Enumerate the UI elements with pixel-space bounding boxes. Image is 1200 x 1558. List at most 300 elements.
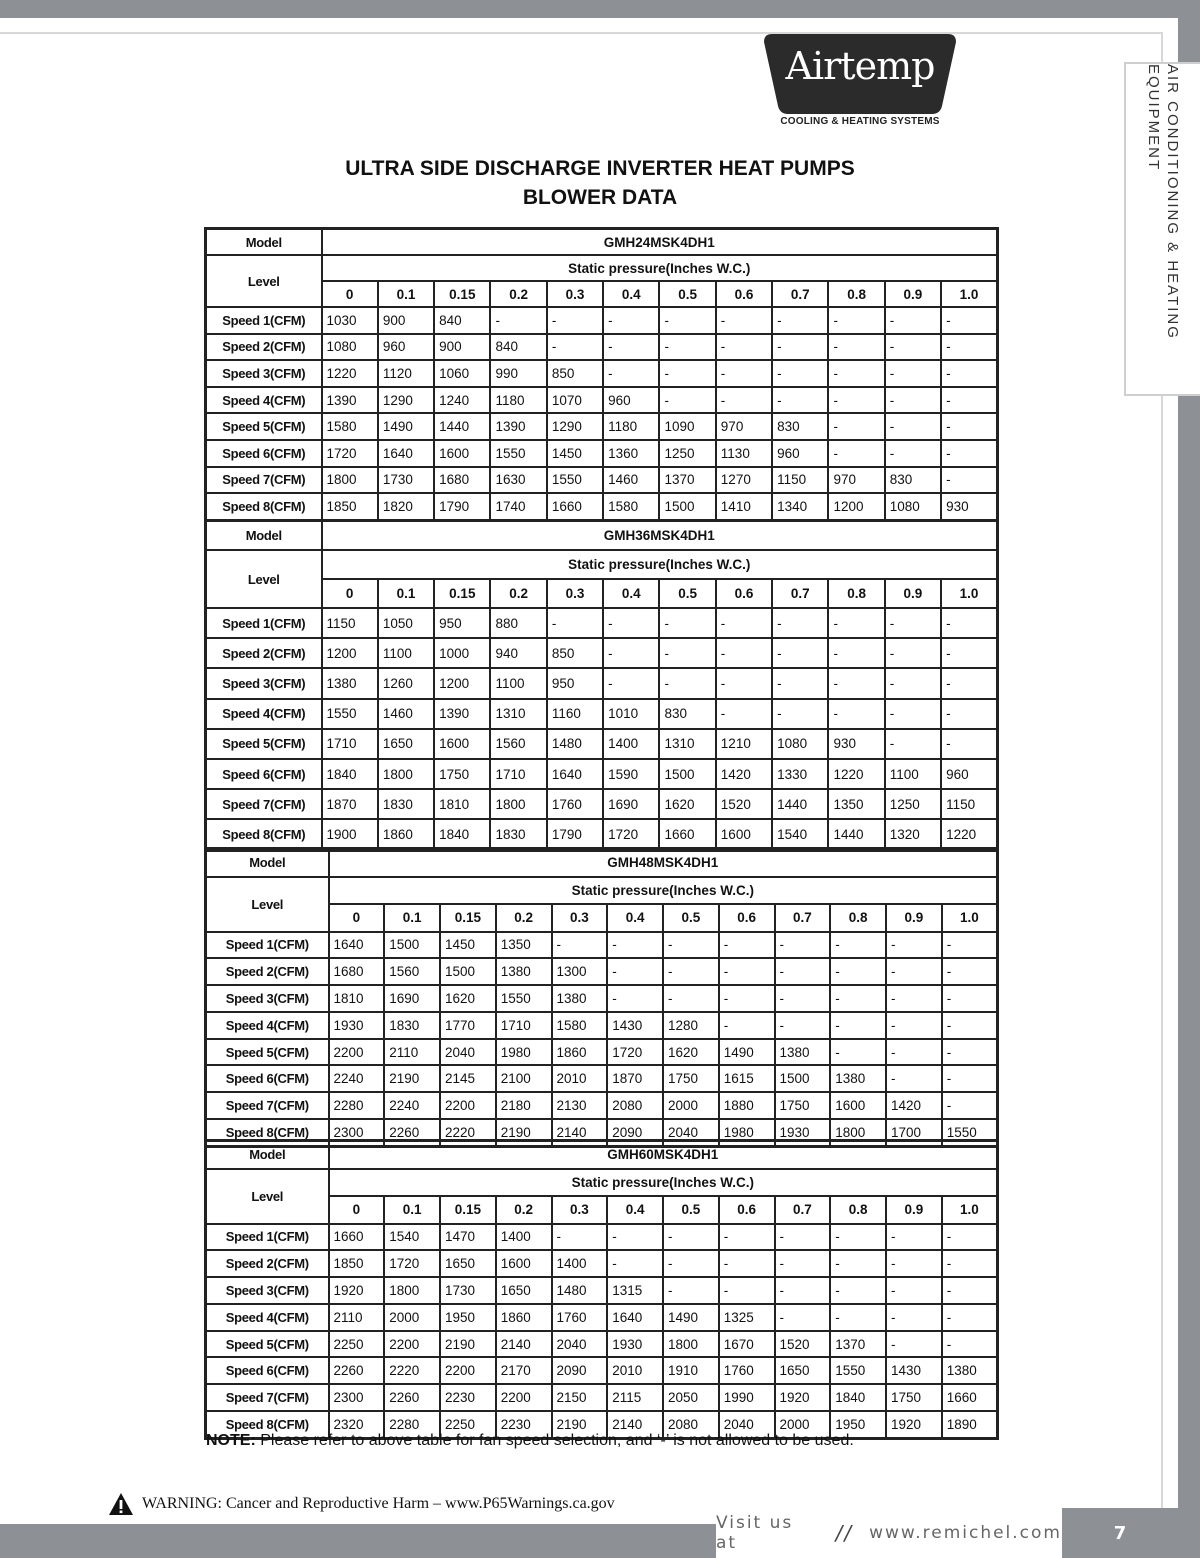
speed-label: Speed 8(CFM) xyxy=(206,1411,329,1438)
cfm-cell: 1240 xyxy=(434,387,490,414)
cfm-cell: 2240 xyxy=(384,1092,440,1119)
cfm-cell: 1100 xyxy=(378,638,434,668)
cfm-cell: 2100 xyxy=(496,1065,552,1092)
cfm-cell: 2110 xyxy=(329,1304,385,1331)
model-name: GMH36MSK4DH1 xyxy=(322,521,998,551)
pressure-column-header: 0 xyxy=(329,1196,385,1224)
cfm-cell: 1810 xyxy=(434,789,490,819)
cfm-cell: 1860 xyxy=(496,1304,552,1331)
blower-table xyxy=(204,847,999,1148)
speed-label: Speed 2(CFM) xyxy=(206,638,322,668)
cfm-cell: 970 xyxy=(828,467,884,494)
cfm-cell: - xyxy=(603,668,659,698)
speed-label: Speed 3(CFM) xyxy=(206,1277,329,1304)
cfm-cell: 1580 xyxy=(552,1012,608,1039)
cfm-cell: - xyxy=(828,387,884,414)
cfm-cell: 830 xyxy=(772,413,828,440)
table-pressure-row xyxy=(206,550,998,579)
cfm-cell: - xyxy=(603,638,659,668)
table-row xyxy=(206,413,998,440)
cfm-cell: 2250 xyxy=(329,1331,385,1358)
table-row xyxy=(206,1039,998,1066)
cfm-cell: - xyxy=(603,608,659,638)
cfm-cell: 1690 xyxy=(384,985,440,1012)
table-row xyxy=(206,729,998,759)
cfm-cell: 1720 xyxy=(384,1250,440,1277)
cfm-cell: 1750 xyxy=(775,1092,831,1119)
cfm-cell: 1490 xyxy=(378,413,434,440)
table-pressure-row xyxy=(206,877,998,905)
level-label: Level xyxy=(206,550,322,608)
pressure-column-header: 0.8 xyxy=(828,579,884,608)
cfm-cell: 2250 xyxy=(440,1411,496,1438)
cfm-cell: 1290 xyxy=(378,387,434,414)
cfm-cell: 1950 xyxy=(830,1411,886,1438)
cfm-cell: 1790 xyxy=(434,493,490,520)
speed-label: Speed 7(CFM) xyxy=(206,789,322,819)
cfm-cell: 940 xyxy=(490,638,546,668)
cfm-cell: 2240 xyxy=(329,1065,385,1092)
cfm-cell: 1260 xyxy=(378,668,434,698)
cfm-cell: 1930 xyxy=(329,1012,385,1039)
model-label: Model xyxy=(206,1141,329,1169)
cfm-cell: 1580 xyxy=(322,413,378,440)
table-pressure-row xyxy=(206,1169,998,1197)
page-title-line2: BLOWER DATA xyxy=(522,186,678,209)
pressure-column-header: 0 xyxy=(329,904,385,932)
pressure-column-header: 1.0 xyxy=(941,281,997,307)
cfm-cell: 1640 xyxy=(378,440,434,467)
cfm-cell: - xyxy=(941,668,997,698)
cfm-cell: - xyxy=(552,1224,608,1251)
cfm-cell: 1500 xyxy=(440,958,496,985)
cfm-cell: 1380 xyxy=(496,958,552,985)
cfm-cell: 1180 xyxy=(490,387,546,414)
table-column-header-row xyxy=(206,281,998,307)
cfm-cell: 2260 xyxy=(329,1357,385,1384)
speed-label: Speed 2(CFM) xyxy=(206,958,329,985)
cfm-cell: - xyxy=(885,334,941,361)
cfm-cell: 1410 xyxy=(716,493,772,520)
cfm-cell: 1980 xyxy=(719,1119,775,1146)
cfm-cell: - xyxy=(547,608,603,638)
cfm-cell: - xyxy=(716,608,772,638)
cfm-cell: - xyxy=(886,1065,942,1092)
cfm-cell: 2180 xyxy=(496,1092,552,1119)
cfm-cell: 1830 xyxy=(490,819,546,850)
cfm-cell: 1360 xyxy=(603,440,659,467)
cfm-cell: - xyxy=(830,958,886,985)
cfm-cell: 1750 xyxy=(886,1384,942,1411)
cfm-cell: - xyxy=(828,608,884,638)
note-text: Please refer to above table for fan speed selection, and ‘-’ is not allowed to be used. xyxy=(255,1432,854,1449)
table-row xyxy=(206,789,998,819)
cfm-cell: - xyxy=(490,307,546,334)
cfm-cell: - xyxy=(775,932,831,959)
cfm-cell: 1760 xyxy=(552,1304,608,1331)
cfm-cell: 2230 xyxy=(496,1411,552,1438)
pressure-column-header: 0.2 xyxy=(496,904,552,932)
table-pressure-row xyxy=(206,255,998,281)
cfm-cell: 2040 xyxy=(440,1039,496,1066)
cfm-cell: - xyxy=(775,1250,831,1277)
cfm-cell: 1600 xyxy=(716,819,772,850)
cfm-cell: 2200 xyxy=(496,1384,552,1411)
page-title xyxy=(200,154,1000,212)
table-row xyxy=(206,1331,998,1358)
cfm-cell: 1630 xyxy=(490,467,546,494)
cfm-cell: 990 xyxy=(490,360,546,387)
cfm-cell: - xyxy=(828,307,884,334)
cfm-cell: 1640 xyxy=(329,932,385,959)
cfm-cell: 1520 xyxy=(775,1331,831,1358)
pressure-column-header: 0.8 xyxy=(830,1196,886,1224)
cfm-cell: 1400 xyxy=(552,1250,608,1277)
table-model-row xyxy=(206,521,998,551)
table-row xyxy=(206,493,998,520)
cfm-cell: - xyxy=(941,729,997,759)
cfm-cell: 880 xyxy=(490,608,546,638)
cfm-cell: 1710 xyxy=(490,759,546,789)
cfm-cell: 2050 xyxy=(663,1384,719,1411)
table-row xyxy=(206,985,998,1012)
cfm-cell: 1760 xyxy=(719,1357,775,1384)
cfm-cell: 1130 xyxy=(716,440,772,467)
speed-label: Speed 4(CFM) xyxy=(206,1012,329,1039)
cfm-cell: 2000 xyxy=(775,1411,831,1438)
cfm-cell: 2220 xyxy=(384,1357,440,1384)
cfm-cell: - xyxy=(552,932,608,959)
cfm-cell: 1350 xyxy=(828,789,884,819)
cfm-cell: 2200 xyxy=(440,1357,496,1384)
cfm-cell: 1220 xyxy=(322,360,378,387)
cfm-cell: 1900 xyxy=(322,819,378,850)
cfm-cell: - xyxy=(942,932,998,959)
pressure-column-header: 0.3 xyxy=(552,1196,608,1224)
table-row xyxy=(206,638,998,668)
cfm-cell: 970 xyxy=(716,413,772,440)
cfm-cell: 1890 xyxy=(942,1411,998,1438)
note-label: NOTE: xyxy=(206,1432,256,1449)
cfm-cell: 2080 xyxy=(607,1092,663,1119)
cfm-cell: - xyxy=(828,413,884,440)
cfm-cell: 1870 xyxy=(607,1065,663,1092)
cfm-cell: 1790 xyxy=(547,819,603,850)
cfm-cell: 1820 xyxy=(378,493,434,520)
cfm-cell: 1850 xyxy=(329,1250,385,1277)
page-title-line1: ULTRA SIDE DISCHARGE INVERTER HEAT PUMPS xyxy=(345,157,855,180)
cfm-cell: - xyxy=(607,1250,663,1277)
cfm-cell: - xyxy=(885,729,941,759)
cfm-cell: 1800 xyxy=(378,759,434,789)
pressure-column-header: 0.5 xyxy=(659,281,715,307)
cfm-cell: 1520 xyxy=(716,789,772,819)
table-row xyxy=(206,307,998,334)
cfm-cell: 1480 xyxy=(547,729,603,759)
speed-label: Speed 4(CFM) xyxy=(206,1304,329,1331)
cfm-cell: 1050 xyxy=(378,608,434,638)
cfm-cell: 1420 xyxy=(716,759,772,789)
cfm-cell: 1660 xyxy=(942,1384,998,1411)
speed-label: Speed 7(CFM) xyxy=(206,1384,329,1411)
table-row xyxy=(206,1092,998,1119)
cfm-cell: - xyxy=(885,668,941,698)
pressure-column-header: 0.3 xyxy=(547,579,603,608)
cfm-cell: - xyxy=(772,699,828,729)
cfm-cell: - xyxy=(942,1304,998,1331)
cfm-cell: 1720 xyxy=(607,1039,663,1066)
speed-label: Speed 3(CFM) xyxy=(206,668,322,698)
cfm-cell: 1330 xyxy=(772,759,828,789)
table-model-row xyxy=(206,1141,998,1169)
cfm-cell: 1420 xyxy=(886,1092,942,1119)
prop65-warning xyxy=(108,1490,708,1518)
cfm-cell: 1370 xyxy=(830,1331,886,1358)
cfm-cell: 1750 xyxy=(663,1065,719,1092)
cfm-cell: - xyxy=(942,1092,998,1119)
pressure-column-header: 0.9 xyxy=(885,281,941,307)
cfm-cell: 1100 xyxy=(490,668,546,698)
cfm-cell: 2010 xyxy=(607,1357,663,1384)
cfm-cell: 1640 xyxy=(547,759,603,789)
cfm-cell: - xyxy=(885,699,941,729)
cfm-cell: - xyxy=(772,307,828,334)
cfm-cell: 2280 xyxy=(329,1092,385,1119)
speed-label: Speed 8(CFM) xyxy=(206,819,322,850)
cfm-cell: 1600 xyxy=(434,729,490,759)
cfm-cell: - xyxy=(607,1224,663,1251)
cfm-cell: - xyxy=(659,307,715,334)
cfm-cell: 1730 xyxy=(440,1277,496,1304)
speed-label: Speed 2(CFM) xyxy=(206,1250,329,1277)
cfm-cell: 1250 xyxy=(659,440,715,467)
cfm-cell: 830 xyxy=(659,699,715,729)
model-name: GMH60MSK4DH1 xyxy=(329,1141,998,1169)
speed-label: Speed 3(CFM) xyxy=(206,360,322,387)
cfm-cell: 1560 xyxy=(384,958,440,985)
speed-label: Speed 7(CFM) xyxy=(206,467,322,494)
cfm-cell: - xyxy=(830,1039,886,1066)
cfm-cell: 1770 xyxy=(440,1012,496,1039)
static-pressure-label: Static pressure(Inches W.C.) xyxy=(329,1169,998,1197)
speed-label: Speed 4(CFM) xyxy=(206,387,322,414)
cfm-cell: - xyxy=(886,932,942,959)
cfm-cell: 1700 xyxy=(886,1119,942,1146)
cfm-cell: - xyxy=(942,1065,998,1092)
cfm-cell: - xyxy=(886,1012,942,1039)
pressure-column-header: 0.1 xyxy=(378,281,434,307)
cfm-cell: 1990 xyxy=(719,1384,775,1411)
model-label: Model xyxy=(206,849,329,877)
speed-label: Speed 2(CFM) xyxy=(206,334,322,361)
cfm-cell: 2115 xyxy=(607,1384,663,1411)
cfm-cell: - xyxy=(719,1277,775,1304)
cfm-cell: - xyxy=(719,1224,775,1251)
static-pressure-label: Static pressure(Inches W.C.) xyxy=(322,550,998,579)
cfm-cell: 840 xyxy=(434,307,490,334)
blower-table xyxy=(204,227,999,522)
cfm-cell: 1430 xyxy=(607,1012,663,1039)
table-row xyxy=(206,1357,998,1384)
side-tab-label: AIR CONDITIONING & HEATING EQUIPMENT xyxy=(1145,64,1181,340)
static-pressure-label: Static pressure(Inches W.C.) xyxy=(322,255,998,281)
speed-label: Speed 1(CFM) xyxy=(206,608,322,638)
logo-wordmark: Airtemp xyxy=(785,44,935,88)
cfm-cell: - xyxy=(772,334,828,361)
cfm-cell: 1760 xyxy=(547,789,603,819)
cfm-cell: 1000 xyxy=(434,638,490,668)
cfm-cell: - xyxy=(663,1224,719,1251)
cfm-cell: - xyxy=(716,699,772,729)
pressure-column-header: 1.0 xyxy=(942,1196,998,1224)
cfm-cell: 1620 xyxy=(659,789,715,819)
cfm-cell: 850 xyxy=(547,638,603,668)
cfm-cell: 1380 xyxy=(552,985,608,1012)
cfm-cell: 2190 xyxy=(384,1065,440,1092)
cfm-cell: - xyxy=(775,985,831,1012)
cfm-cell: 1740 xyxy=(490,493,546,520)
cfm-cell: 1250 xyxy=(885,789,941,819)
cfm-cell: 1800 xyxy=(830,1119,886,1146)
speed-label: Speed 5(CFM) xyxy=(206,1039,329,1066)
cfm-cell: 1470 xyxy=(440,1224,496,1251)
footer-url-link[interactable]: www.remichel.com xyxy=(869,1523,1062,1543)
cfm-cell: - xyxy=(942,1277,998,1304)
pressure-column-header: 0 xyxy=(322,281,378,307)
cfm-cell: - xyxy=(772,638,828,668)
cfm-cell: 2140 xyxy=(552,1119,608,1146)
cfm-cell: - xyxy=(716,668,772,698)
cfm-cell: 1930 xyxy=(775,1119,831,1146)
cfm-cell: 2010 xyxy=(552,1065,608,1092)
cfm-cell: 1280 xyxy=(663,1012,719,1039)
cfm-cell: 960 xyxy=(378,334,434,361)
cfm-cell: 1880 xyxy=(719,1092,775,1119)
pressure-column-header: 0.6 xyxy=(716,579,772,608)
cfm-cell: 1500 xyxy=(659,759,715,789)
speed-label: Speed 6(CFM) xyxy=(206,1065,329,1092)
cfm-cell: 1720 xyxy=(603,819,659,850)
cfm-cell: 1660 xyxy=(547,493,603,520)
cfm-cell: - xyxy=(828,360,884,387)
pressure-column-header: 0.8 xyxy=(828,281,884,307)
pressure-column-header: 0 xyxy=(322,579,378,608)
warning-icon xyxy=(108,1492,134,1516)
cfm-cell: 2000 xyxy=(663,1092,719,1119)
pressure-column-header: 0.15 xyxy=(440,904,496,932)
cfm-cell: - xyxy=(885,608,941,638)
cfm-cell: 2140 xyxy=(496,1331,552,1358)
speed-label: Speed 6(CFM) xyxy=(206,1357,329,1384)
cfm-cell: - xyxy=(663,932,719,959)
cfm-cell: - xyxy=(663,1250,719,1277)
cfm-cell: 1440 xyxy=(434,413,490,440)
cfm-cell: 1580 xyxy=(603,493,659,520)
cfm-cell: - xyxy=(719,985,775,1012)
cfm-cell: 1320 xyxy=(885,819,941,850)
cfm-cell: - xyxy=(659,668,715,698)
pressure-column-header: 0.5 xyxy=(659,579,715,608)
cfm-cell: - xyxy=(828,440,884,467)
section-side-tab xyxy=(1124,62,1200,396)
model-label: Model xyxy=(206,521,322,551)
cfm-cell: - xyxy=(772,668,828,698)
cfm-cell: 1920 xyxy=(886,1411,942,1438)
cfm-cell: - xyxy=(941,467,997,494)
footer-visit-label: Visit us at xyxy=(716,1513,794,1553)
cfm-cell: 1550 xyxy=(942,1119,998,1146)
cfm-cell: 1150 xyxy=(772,467,828,494)
cfm-cell: 1390 xyxy=(322,387,378,414)
cfm-cell: 840 xyxy=(490,334,546,361)
cfm-cell: - xyxy=(772,608,828,638)
cfm-cell: - xyxy=(603,360,659,387)
cfm-cell: - xyxy=(941,360,997,387)
cfm-cell: - xyxy=(942,1039,998,1066)
cfm-cell: 1350 xyxy=(496,932,552,959)
cfm-cell: - xyxy=(942,1250,998,1277)
table-row xyxy=(206,1065,998,1092)
cfm-cell: 2110 xyxy=(384,1039,440,1066)
cfm-cell: 850 xyxy=(547,360,603,387)
cfm-cell: - xyxy=(775,958,831,985)
cfm-cell: - xyxy=(547,307,603,334)
cfm-cell: - xyxy=(830,932,886,959)
cfm-cell: 1080 xyxy=(772,729,828,759)
cfm-cell: 2090 xyxy=(607,1119,663,1146)
cfm-cell: 2230 xyxy=(440,1384,496,1411)
cfm-cell: - xyxy=(885,638,941,668)
cfm-cell: 1850 xyxy=(322,493,378,520)
cfm-cell: 1370 xyxy=(659,467,715,494)
table-row xyxy=(206,387,998,414)
cfm-cell: 2200 xyxy=(440,1092,496,1119)
cfm-cell: 1380 xyxy=(322,668,378,698)
cfm-cell: - xyxy=(716,638,772,668)
footer-website xyxy=(716,1508,1062,1558)
cfm-cell: 1660 xyxy=(329,1224,385,1251)
cfm-cell: - xyxy=(941,440,997,467)
table-row xyxy=(206,1012,998,1039)
pressure-column-header: 0.7 xyxy=(775,1196,831,1224)
cfm-cell: 1340 xyxy=(772,493,828,520)
cfm-cell: 1680 xyxy=(329,958,385,985)
cfm-cell: 1800 xyxy=(490,789,546,819)
page-number: 7 xyxy=(1062,1508,1178,1558)
logo-tagline: COOLING & HEATING SYSTEMS xyxy=(780,116,940,127)
pressure-column-header: 0.2 xyxy=(490,579,546,608)
cfm-cell: 1220 xyxy=(941,819,997,850)
cfm-cell: 1710 xyxy=(496,1012,552,1039)
table-model-row xyxy=(206,849,998,877)
cfm-cell: 1060 xyxy=(434,360,490,387)
cfm-cell: 1100 xyxy=(885,759,941,789)
footnote xyxy=(206,1432,854,1450)
cfm-cell: 1980 xyxy=(496,1039,552,1066)
cfm-cell: 1150 xyxy=(941,789,997,819)
cfm-cell: - xyxy=(886,1250,942,1277)
cfm-cell: 2150 xyxy=(552,1384,608,1411)
cfm-cell: 1270 xyxy=(716,467,772,494)
cfm-cell: - xyxy=(941,334,997,361)
cfm-cell: - xyxy=(663,985,719,1012)
model-name: GMH48MSK4DH1 xyxy=(329,849,998,877)
cfm-cell: - xyxy=(886,1304,942,1331)
cfm-cell: - xyxy=(775,1012,831,1039)
table-row xyxy=(206,958,998,985)
cfm-cell: 1860 xyxy=(378,819,434,850)
cfm-cell: 1600 xyxy=(496,1250,552,1277)
